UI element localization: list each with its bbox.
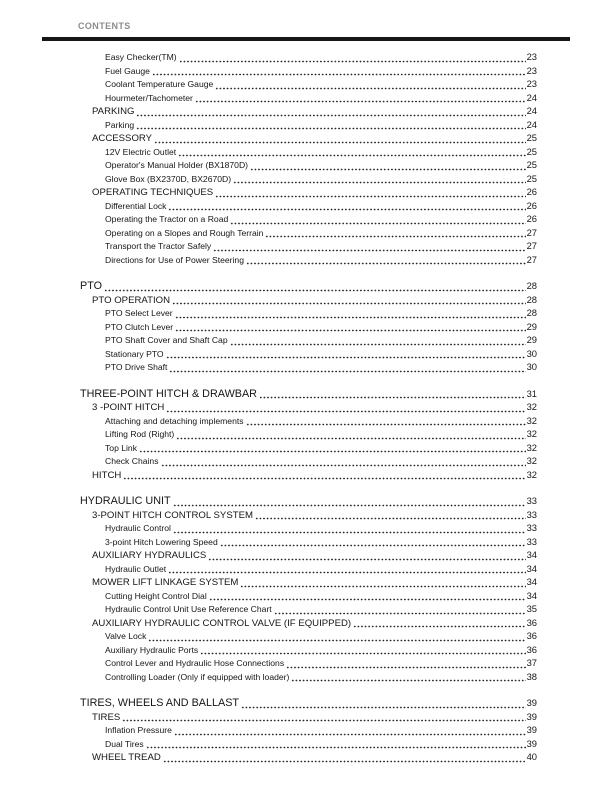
- toc-page-number: 33: [526, 495, 537, 506]
- toc-entry: [80, 442, 537, 456]
- toc-page-number: 32: [526, 455, 537, 466]
- toc-entry-label: PTO Clutch Lever: [105, 321, 174, 332]
- toc-page-number: 33: [526, 522, 537, 533]
- toc-page-number: 27: [526, 240, 537, 251]
- toc: [80, 51, 537, 765]
- toc-entry-label: Coolant Temperature Gauge: [105, 79, 214, 89]
- toc-entry-label: OPERATING TECHNIQUES: [92, 187, 214, 198]
- toc-entry: [80, 65, 537, 79]
- dot-leader: [161, 464, 526, 467]
- toc-entry: [80, 576, 537, 590]
- toc-entry-label: 3 -POINT HITCH: [92, 402, 165, 413]
- dot-leader: [215, 195, 525, 198]
- toc-entry-label: Lifting Rod (Right): [105, 429, 175, 439]
- toc-page-number: 24: [526, 91, 537, 103]
- toc-page-number: 26: [526, 186, 537, 197]
- toc-entry: [80, 671, 537, 685]
- toc-entry: [80, 657, 537, 671]
- toc-entry-label: Fuel Gauge: [105, 65, 150, 76]
- toc-page-number: 25: [526, 132, 537, 143]
- toc-entry-label: Stationary PTO: [105, 348, 164, 359]
- dot-leader: [136, 114, 525, 117]
- toc-entry: [80, 227, 537, 241]
- dot-leader: [104, 289, 526, 292]
- toc-entry-label: Transport the Tractor Safely: [105, 241, 212, 251]
- toc-page-number: 34: [526, 549, 537, 560]
- toc-page-number: 25: [526, 145, 537, 157]
- toc-page-number: 24: [526, 105, 537, 116]
- toc-entry: [80, 751, 537, 765]
- toc-entry-label: 3-point Hitch Lowering Speed: [105, 536, 218, 547]
- toc-page-number: 39: [526, 697, 537, 708]
- dot-leader: [209, 598, 526, 601]
- toc-entry: [80, 711, 537, 725]
- toc-entry: [80, 401, 537, 415]
- toc-page-number: 36: [526, 643, 537, 655]
- toc-page-number: 26: [526, 199, 537, 211]
- dot-leader: [123, 477, 525, 480]
- toc-page-number: 34: [526, 576, 537, 587]
- dot-leader: [178, 154, 525, 157]
- toc-entry-label: Easy Checker(TM): [105, 52, 177, 62]
- toc-entry-label: AUXILIARY HYDRAULIC CONTROL VALVE (IF EQUIPPED): [92, 617, 352, 629]
- dot-leader: [169, 370, 525, 373]
- toc-page-number: 29: [526, 334, 537, 345]
- toc-page-number: 40: [526, 751, 537, 762]
- toc-entry: [80, 603, 537, 617]
- toc-entry-label: PTO OPERATION: [92, 294, 171, 306]
- toc-group: [80, 697, 537, 765]
- dot-leader: [175, 316, 526, 319]
- toc-entry-label: Operating the Tractor on a Road: [105, 214, 229, 224]
- toc-entry-label: Directions for Use of Power Steering: [105, 254, 244, 265]
- toc-entry-label: PTO Drive Shaft: [105, 362, 168, 372]
- toc-entry: [80, 240, 537, 254]
- dot-leader: [233, 181, 525, 184]
- toc-entry: [80, 361, 537, 375]
- toc-entry-label: Operator's Manual Holder (BX1870D): [105, 160, 249, 170]
- page-header-label: CONTENTS: [78, 21, 131, 31]
- toc-entry-label: 3-POINT HITCH CONTROL SYSTEM: [92, 509, 253, 521]
- toc-entry-label: Operating on a Slopes and Rough Terrain: [105, 227, 264, 238]
- toc-entry-label: ACCESSORY: [92, 133, 153, 144]
- dot-leader: [172, 302, 526, 305]
- toc-entry-label: Attaching and detaching implements: [105, 415, 244, 426]
- toc-entry-label: Hydraulic Control Unit Use Reference Chart: [105, 604, 272, 614]
- toc-page-number: 36: [526, 616, 537, 628]
- toc-group: [80, 388, 537, 483]
- toc-page-number: 33: [526, 508, 537, 520]
- dot-leader: [220, 544, 526, 547]
- dot-leader: [353, 625, 525, 628]
- toc-page-number: 37: [526, 657, 537, 668]
- toc-entry: [80, 549, 537, 563]
- toc-entry: [80, 92, 537, 106]
- dot-leader: [241, 706, 526, 709]
- dot-leader: [168, 208, 525, 211]
- toc-entry: [80, 388, 537, 402]
- toc-entry-label: WHEEL TREAD: [92, 752, 161, 763]
- toc-entry: [80, 173, 537, 187]
- dot-leader: [215, 87, 525, 90]
- dot-leader: [230, 222, 525, 225]
- toc-entry: [80, 159, 537, 173]
- toc-entry: [80, 617, 537, 631]
- toc-entry-label: PTO Select Lever: [105, 308, 173, 318]
- dot-leader: [255, 517, 526, 520]
- toc-entry: [80, 563, 537, 577]
- dot-leader: [179, 60, 526, 63]
- toc-page-number: 35: [526, 603, 537, 614]
- toc-page-number: 32: [526, 428, 537, 439]
- toc-entry: [80, 738, 537, 752]
- toc-entry-label: HYDRAULIC UNIT: [80, 495, 171, 507]
- dot-leader: [291, 679, 525, 682]
- toc-page-number: 32: [526, 468, 537, 480]
- dot-leader: [148, 639, 525, 642]
- dot-leader: [286, 666, 525, 669]
- dot-leader: [259, 396, 526, 399]
- toc-entry: [80, 78, 537, 92]
- dot-leader: [174, 733, 526, 736]
- toc-page-number: 34: [526, 589, 537, 601]
- toc-page-number: 29: [526, 320, 537, 332]
- dot-leader: [265, 235, 525, 238]
- toc-entry-label: Top Link: [105, 442, 138, 453]
- toc-page-number: 27: [526, 226, 537, 238]
- dot-leader: [163, 760, 526, 763]
- toc-entry: [80, 697, 537, 711]
- dot-leader: [195, 100, 526, 103]
- toc-page-number: 31: [526, 387, 537, 399]
- dot-leader: [139, 450, 526, 453]
- dot-leader: [152, 73, 526, 76]
- dot-leader: [166, 356, 526, 359]
- toc-entry: [80, 186, 537, 200]
- toc-entry-label: PTO: [80, 280, 102, 292]
- toc-page-number: 27: [526, 253, 537, 265]
- toc-page-number: 39: [526, 724, 537, 735]
- toc-entry-label: Differential Lock: [105, 200, 167, 211]
- toc-entry: [80, 213, 537, 227]
- toc-page-number: 28: [526, 293, 537, 305]
- toc-page-number: 28: [526, 280, 537, 291]
- toc-page-number: 23: [526, 78, 537, 89]
- toc-page-number: 26: [526, 213, 537, 224]
- toc-page-number: 36: [526, 630, 537, 641]
- toc-entry: [80, 724, 537, 738]
- toc-entry: [80, 590, 537, 604]
- toc-entry-label: Check Chains: [105, 456, 159, 466]
- dot-leader: [240, 585, 525, 588]
- dot-leader: [274, 612, 526, 615]
- toc-entry-label: Control Lever and Hydraulic Hose Connections: [105, 658, 285, 668]
- toc-entry: [80, 348, 537, 362]
- toc-group: [80, 495, 537, 684]
- toc-entry-label: TIRES, WHEELS AND BALLAST: [80, 697, 240, 709]
- toc-entry: [80, 119, 537, 133]
- toc-entry: [80, 105, 537, 119]
- toc-entry-label: Hydraulic Control: [105, 523, 171, 533]
- toc-entry: [80, 522, 537, 536]
- toc-entry: [80, 307, 537, 321]
- toc-entry-label: Hydraulic Outlet: [105, 563, 167, 574]
- dot-leader: [213, 249, 525, 252]
- dot-leader: [173, 504, 526, 507]
- dot-leader: [166, 410, 525, 413]
- toc-page-number: 38: [526, 670, 537, 682]
- toc-entry-label: Auxiliary Hydraulic Ports: [105, 644, 199, 655]
- toc-entry: [80, 495, 537, 509]
- toc-page-number: 33: [526, 535, 537, 547]
- toc-entry-label: Hourmeter/Tachometer: [105, 92, 193, 103]
- toc-page-number: 23: [526, 51, 537, 62]
- dot-leader: [168, 571, 525, 574]
- toc-page-number: 30: [526, 347, 537, 359]
- toc-entry: [80, 536, 537, 550]
- toc-entry-label: AUXILIARY HYDRAULICS: [92, 550, 207, 561]
- toc-page-number: 24: [526, 118, 537, 130]
- toc-entry: [80, 51, 537, 65]
- toc-group: [80, 280, 537, 375]
- toc-entry: [80, 415, 537, 429]
- toc-page-number: 28: [526, 307, 537, 318]
- dot-leader: [230, 343, 526, 346]
- dot-leader: [208, 558, 525, 561]
- toc-entry: [80, 428, 537, 442]
- toc-entry-label: THREE-POINT HITCH & DRAWBAR: [80, 387, 257, 400]
- dot-leader: [146, 746, 526, 749]
- toc-entry: [80, 644, 537, 658]
- dot-leader: [200, 652, 525, 655]
- toc-entry-label: Inflation Pressure: [105, 725, 172, 735]
- toc-entry-label: PARKING: [92, 106, 135, 117]
- toc-entry: [80, 294, 537, 308]
- toc-entry-label: Parking: [105, 119, 135, 130]
- toc-entry: [80, 334, 537, 348]
- header-rule: [42, 37, 570, 41]
- toc-entry-label: TIRES: [92, 711, 121, 723]
- toc-entry-label: Cutting Height Control Dial: [105, 590, 207, 601]
- toc-entry-label: PTO Shaft Cover and Shaft Cap: [105, 335, 228, 345]
- dot-leader: [246, 423, 526, 426]
- toc-page-number: 30: [526, 361, 537, 372]
- dot-leader: [176, 437, 525, 440]
- toc-page-number: 32: [526, 441, 537, 453]
- toc-entry: [80, 200, 537, 214]
- toc-page-number: 32: [526, 414, 537, 426]
- toc-entry: [80, 469, 537, 483]
- toc-entry: [80, 132, 537, 146]
- toc-entry-label: 12V Electric Outlet: [105, 146, 177, 157]
- dot-leader: [246, 262, 526, 265]
- toc-entry-label: HITCH: [92, 469, 122, 481]
- dot-leader: [154, 141, 525, 144]
- toc-entry-label: MOWER LIFT LINKAGE SYSTEM: [92, 577, 239, 588]
- toc-entry: [80, 630, 537, 644]
- toc-entry: [80, 280, 537, 294]
- toc-entry: [80, 455, 537, 469]
- dot-leader: [136, 127, 525, 130]
- dot-leader: [122, 719, 525, 722]
- toc-page-number: 23: [526, 64, 537, 76]
- toc-entry: [80, 509, 537, 523]
- toc-page-number: 34: [526, 562, 537, 574]
- toc-page-number: 25: [526, 159, 537, 170]
- toc-entry-label: Controlling Loader (Only if equipped with loader): [105, 671, 290, 682]
- toc-entry: [80, 146, 537, 160]
- dot-leader: [175, 329, 525, 332]
- toc-entry-label: Valve Lock: [105, 631, 147, 641]
- toc-entry-label: Glove Box (BX2370D, BX2670D): [105, 173, 232, 184]
- dot-leader: [173, 531, 526, 534]
- toc-page-number: 32: [526, 401, 537, 412]
- toc-page-number: 25: [526, 172, 537, 184]
- toc-entry: [80, 254, 537, 268]
- toc-entry: [80, 321, 537, 335]
- dot-leader: [250, 168, 526, 171]
- toc-group: [80, 51, 537, 267]
- toc-page-number: 39: [526, 737, 537, 749]
- toc-entry-label: Dual Tires: [105, 738, 144, 749]
- toc-page-number: 39: [526, 710, 537, 722]
